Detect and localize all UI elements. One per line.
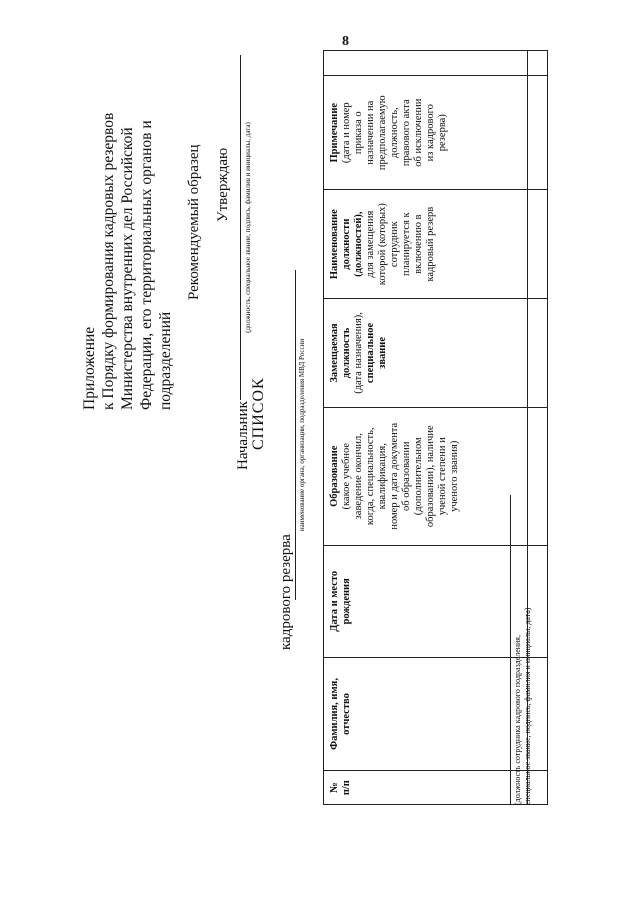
table-cell	[528, 189, 548, 298]
col-name-header	[324, 657, 528, 771]
signature-caption-line: специальное звание, подпись, фамилия и инициалы, дата)	[523, 607, 532, 805]
header-text: должность	[341, 327, 352, 379]
header-text: сотрудник	[389, 221, 400, 268]
table-cell	[528, 51, 548, 76]
approve-caption: (должность, специальное звание, подпись, фамилия и инициалы, дата)	[244, 122, 252, 333]
header-text: об исключении	[413, 98, 424, 167]
header-text: из кадрового	[425, 104, 436, 162]
header-text: приказа о	[353, 111, 364, 155]
header-text: правового акта	[401, 99, 412, 167]
signature-caption-line: (должность сотрудника кадрового подразделения,	[513, 635, 522, 805]
approve-signature-line	[240, 55, 241, 400]
header-text: специальное	[365, 322, 376, 384]
header-text: №	[329, 782, 340, 793]
table-header-row	[324, 51, 528, 805]
header-text: отчество	[341, 693, 352, 735]
header-text: Замещаемая	[329, 323, 340, 383]
header-text: звание	[377, 337, 388, 369]
page-number: 8	[342, 34, 349, 49]
header-text: Образование	[329, 445, 340, 507]
header-text: должности	[341, 218, 352, 270]
header-text: заведение окончил,	[353, 433, 364, 520]
list-title: СПИСОК	[250, 377, 267, 450]
table-cell	[528, 299, 548, 407]
appendix-header	[80, 30, 175, 410]
organization-caption: наименование органа, организации, подразделения МВД России	[298, 338, 306, 532]
header-text: планируется к	[401, 212, 412, 276]
header-text: номер и дата документа	[389, 422, 400, 530]
appendix-line: Министерства внутренних дел Российской	[119, 127, 136, 410]
header-text: Дата и место	[329, 570, 340, 632]
header-text: Фамилия, имя,	[329, 678, 340, 750]
header-text: для замещения	[365, 210, 376, 278]
col-extra-header	[324, 51, 528, 76]
header-text: назначении на	[365, 100, 376, 165]
header-text: которой (которых)	[377, 203, 388, 286]
appendix-line: Приложение	[81, 326, 98, 410]
header-text: резерва)	[437, 114, 448, 152]
header-text: (дата и номер	[341, 102, 352, 164]
header-text: Примечание	[329, 102, 340, 163]
header-text: должность,	[389, 107, 400, 159]
header-text: предполагаемую	[377, 95, 388, 171]
col-number-header	[324, 771, 528, 805]
col-education-header	[324, 407, 528, 545]
header-text: об образовании	[401, 441, 412, 511]
header-text: включению в	[413, 214, 424, 274]
col-position-header	[324, 299, 528, 407]
header-text: (дополнительном	[413, 437, 424, 516]
approve-title: Утверждаю	[215, 147, 231, 222]
header-text: (должностей),	[353, 211, 364, 277]
col-target-position-header	[324, 189, 528, 298]
rotated-form-sheet	[80, 50, 550, 850]
appendix-line: подразделений	[157, 311, 174, 410]
appendix-line: Федерации, его территориальных органов и	[138, 120, 155, 410]
signature-line	[510, 495, 511, 805]
recommended-sample-label: Рекомендуемый образец	[186, 144, 202, 300]
organization-line	[295, 270, 296, 600]
header-text: когда, специальность,	[365, 427, 376, 526]
header-text: кадровый резерв	[425, 206, 436, 282]
header-text: (дата назначения),	[353, 312, 364, 394]
table-cell	[528, 76, 548, 190]
header-text: образовании), наличие	[425, 425, 436, 528]
head-title: Начальник	[235, 401, 251, 470]
header-text: ученой степени и	[437, 437, 448, 516]
col-birth-header	[324, 545, 528, 657]
signature-caption	[513, 445, 533, 805]
header-text: (какое учебное	[341, 442, 352, 510]
header-text: Наименование	[329, 209, 340, 280]
header-text: квалификация,	[377, 443, 388, 510]
header-text: п/п	[341, 780, 352, 796]
header-text: рождения	[341, 578, 352, 625]
appendix-line: к Порядку формирования кадровых резервов	[100, 112, 117, 410]
col-note-header	[324, 76, 528, 190]
header-text: ученого звания)	[449, 440, 460, 512]
reserve-label: кадрового резерва	[278, 534, 294, 650]
